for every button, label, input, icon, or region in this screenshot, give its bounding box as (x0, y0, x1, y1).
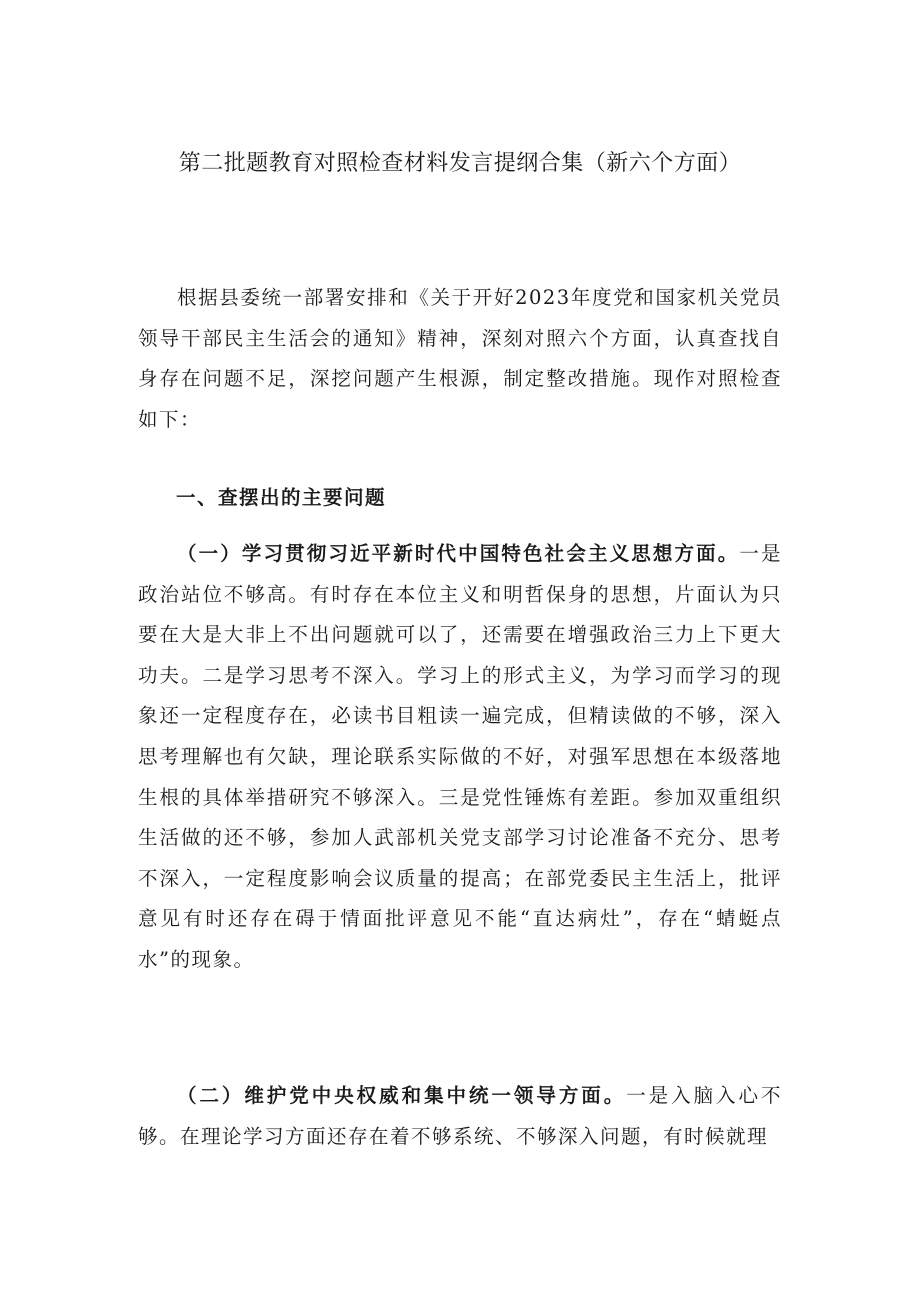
section-heading: 一、查摆出的主要问题 (176, 486, 387, 509)
subsection-text-1: 一是政治站位不够高。有时存在本位主义和明哲保身的思想，片面认为只要在大是大非上不出问题就可以了，还需要在增强政治三力上下更大功夫。二是学习思考不深入。学习上的形式主义，为学习而学习的现象还一定程度存在，必读书目粗读一遍完成，但精读做的不够，深入思考理解也有欠缺，理论联系实际做的不好，对强军思想在本级落地生根的具体举措研究不够深入。三是党性锤炼有差距。参加双重组织生活做的还不够，参加人武部机关党支部学习讨论准备不充分、思考不深入，一定程度影响会议质量的提高；在部党委民主生活上，批评意见有时还存在碍于情面批评意见不能“直达病灶”，存在“蜻蜓点水”的现象。 (138, 542, 782, 971)
document-title: 第二批题教育对照检查材料发言提纲合集（新六个方面） (178, 151, 742, 176)
subsection-lead-1: （一）学习贯彻习近平新时代中国特色社会主义思想方面。 (177, 542, 740, 565)
subsection-text-2: 一是入脑入心不够。在理论学习方面还存在着不够系统、不够深入问题，有时候就理 (138, 1084, 782, 1148)
intro-paragraph: 根据县委统一部署安排和《关于开好2023年度党和国家机关党员领导干部民主生活会的通知》精神，深刻对照六个方面，认真查找自身存在问题不足，深挖问题产生根源，制定整改措施。现作对照检查如下： (138, 286, 782, 431)
subsection-paragraph-2 (138, 1076, 782, 1157)
subsection-paragraph-1 (138, 534, 782, 981)
subsection-lead-2: （二）维护党中央权威和集中统一领导方面。 (177, 1084, 627, 1107)
